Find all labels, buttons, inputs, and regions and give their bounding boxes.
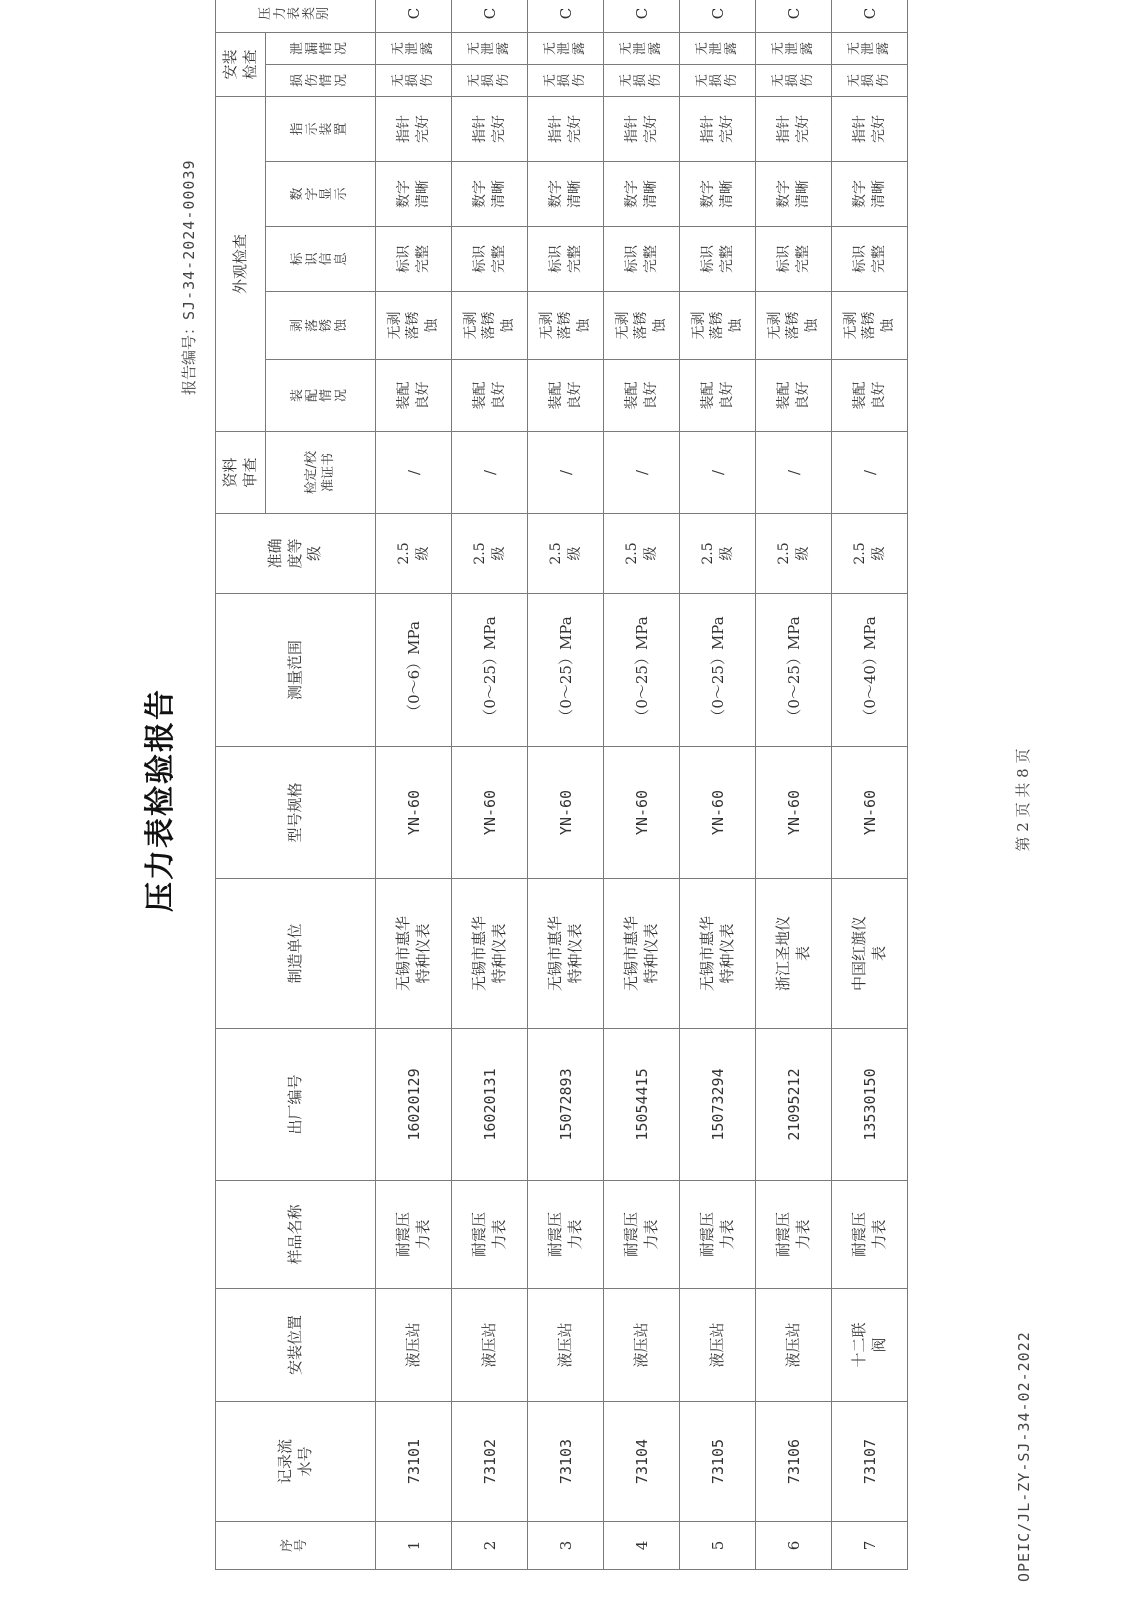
row-record-no: 73106 <box>756 1402 832 1522</box>
row-indicator: 指针完好 <box>604 97 680 162</box>
document-code: OPEIC/JL-ZY-SJ-34-02-2022 <box>1015 1331 1033 1582</box>
header-doc-review: 资料审查 <box>216 432 266 514</box>
row-mark: 标识完整 <box>832 227 908 292</box>
row-model: YN-60 <box>832 747 908 879</box>
report-title: 压力表检验报告 <box>143 688 178 912</box>
row-seq: 7 <box>832 1522 908 1570</box>
header-mark-info: 标识信息 <box>266 227 376 292</box>
row-location: 液压站 <box>452 1289 528 1402</box>
header-gauge-class: 压力表类别 <box>216 0 376 33</box>
header-manufacturer: 制造单位 <box>216 879 376 1029</box>
row-corrosion: 无剥落锈蚀 <box>528 292 604 360</box>
header-install-check: 安装检查 <box>216 33 266 97</box>
row-manufacturer: 无锡市惠华特种仪表 <box>528 879 604 1029</box>
table-row <box>756 0 832 1570</box>
row-model: YN-60 <box>376 747 452 879</box>
header-accuracy: 准确度等级 <box>216 514 376 594</box>
row-sample-name: 耐震压力表 <box>680 1181 756 1289</box>
row-digit: 数字清晰 <box>756 162 832 227</box>
row-record-no: 73104 <box>604 1402 680 1522</box>
row-seq: 5 <box>680 1522 756 1570</box>
row-digit: 数字清晰 <box>452 162 528 227</box>
row-mark: 标识完整 <box>604 227 680 292</box>
report-number-label: 报告编号： <box>180 319 198 395</box>
table-row <box>376 0 452 1570</box>
row-damage: 无损伤 <box>528 65 604 97</box>
row-gauge-class: C <box>528 0 604 33</box>
row-digit: 数字清晰 <box>680 162 756 227</box>
row-serial-no: 15073294 <box>680 1029 756 1181</box>
row-sample-name: 耐震压力表 <box>756 1181 832 1289</box>
header-corrosion: 剥落锈蚀 <box>266 292 376 360</box>
row-cert: / <box>680 432 756 514</box>
row-gauge-class: C <box>832 0 908 33</box>
header-doc-cert: 检定/校准证书 <box>266 432 376 514</box>
row-damage: 无损伤 <box>756 65 832 97</box>
row-model: YN-60 <box>528 747 604 879</box>
row-damage: 无损伤 <box>832 65 908 97</box>
row-sample-name: 耐震压力表 <box>604 1181 680 1289</box>
row-cert: / <box>528 432 604 514</box>
row-damage: 无损伤 <box>376 65 452 97</box>
row-seq: 2 <box>452 1522 528 1570</box>
row-record-no: 73101 <box>376 1402 452 1522</box>
row-indicator: 指针完好 <box>756 97 832 162</box>
row-manufacturer: 浙江圣地仪表 <box>756 879 832 1029</box>
row-cert: / <box>832 432 908 514</box>
row-indicator: 指针完好 <box>376 97 452 162</box>
row-model: YN-60 <box>756 747 832 879</box>
row-leak: 无泄露 <box>756 33 832 65</box>
row-gauge-class: C <box>680 0 756 33</box>
row-indicator: 指针完好 <box>832 97 908 162</box>
row-location: 液压站 <box>376 1289 452 1402</box>
row-location: 十二联阀 <box>832 1289 908 1402</box>
row-mark: 标识完整 <box>528 227 604 292</box>
row-manufacturer: 中国红旗仪表 <box>832 879 908 1029</box>
report-number <box>178 159 199 395</box>
row-location: 液压站 <box>604 1289 680 1402</box>
row-sample-name: 耐震压力表 <box>832 1181 908 1289</box>
row-model: YN-60 <box>604 747 680 879</box>
row-corrosion: 无剥落锈蚀 <box>376 292 452 360</box>
header-location: 安装位置 <box>216 1289 376 1402</box>
row-record-no: 73107 <box>832 1402 908 1522</box>
row-assembly: 装配良好 <box>376 360 452 432</box>
header-model: 型号规格 <box>216 747 376 879</box>
row-seq: 6 <box>756 1522 832 1570</box>
header-indicator: 指示装置 <box>266 97 376 162</box>
row-assembly: 装配良好 <box>832 360 908 432</box>
header-sample-name: 样品名称 <box>216 1181 376 1289</box>
row-range: （0～6）MPa <box>376 594 452 747</box>
header-leak: 泄漏情况 <box>266 33 376 65</box>
report-number-value: SJ-34-2024-00039 <box>180 159 198 320</box>
header-damage: 损伤情况 <box>266 65 376 97</box>
table-row <box>452 0 528 1570</box>
row-model: YN-60 <box>452 747 528 879</box>
row-range: （0～25）MPa <box>680 594 756 747</box>
row-range: （0～25）MPa <box>756 594 832 747</box>
table-row <box>604 0 680 1570</box>
row-corrosion: 无剥落锈蚀 <box>452 292 528 360</box>
row-corrosion: 无剥落锈蚀 <box>756 292 832 360</box>
row-digit: 数字清晰 <box>832 162 908 227</box>
row-model: YN-60 <box>680 747 756 879</box>
table-row <box>528 0 604 1570</box>
row-leak: 无泄露 <box>604 33 680 65</box>
header-record-no: 记录流水号 <box>216 1402 376 1522</box>
table-row <box>680 0 756 1570</box>
row-corrosion: 无剥落锈蚀 <box>680 292 756 360</box>
row-seq: 4 <box>604 1522 680 1570</box>
row-range: （0～25）MPa <box>604 594 680 747</box>
row-manufacturer: 无锡市惠华特种仪表 <box>604 879 680 1029</box>
row-manufacturer: 无锡市惠华特种仪表 <box>376 879 452 1029</box>
row-assembly: 装配良好 <box>452 360 528 432</box>
row-damage: 无损伤 <box>680 65 756 97</box>
row-leak: 无泄露 <box>452 33 528 65</box>
row-gauge-class: C <box>452 0 528 33</box>
row-mark: 标识完整 <box>756 227 832 292</box>
row-mark: 标识完整 <box>452 227 528 292</box>
row-damage: 无损伤 <box>452 65 528 97</box>
row-leak: 无泄露 <box>832 33 908 65</box>
row-gauge-class: C <box>376 0 452 33</box>
row-record-no: 73102 <box>452 1402 528 1522</box>
row-gauge-class: C <box>604 0 680 33</box>
row-accuracy: 2.5级 <box>376 514 452 594</box>
row-assembly: 装配良好 <box>680 360 756 432</box>
row-range: （0～40）MPa <box>832 594 908 747</box>
row-seq: 1 <box>376 1522 452 1570</box>
row-cert: / <box>756 432 832 514</box>
row-accuracy: 2.5级 <box>832 514 908 594</box>
row-serial-no: 16020129 <box>376 1029 452 1181</box>
row-sample-name: 耐震压力表 <box>528 1181 604 1289</box>
row-gauge-class: C <box>756 0 832 33</box>
row-manufacturer: 无锡市惠华特种仪表 <box>680 879 756 1029</box>
row-indicator: 指针完好 <box>452 97 528 162</box>
row-assembly: 装配良好 <box>528 360 604 432</box>
row-serial-no: 16020131 <box>452 1029 528 1181</box>
row-cert: / <box>452 432 528 514</box>
row-accuracy: 2.5级 <box>756 514 832 594</box>
row-corrosion: 无剥落锈蚀 <box>604 292 680 360</box>
row-sample-name: 耐震压力表 <box>376 1181 452 1289</box>
row-range: （0～25）MPa <box>452 594 528 747</box>
row-location: 液压站 <box>756 1289 832 1402</box>
row-corrosion: 无剥落锈蚀 <box>832 292 908 360</box>
row-leak: 无泄露 <box>528 33 604 65</box>
header-appearance: 外观检查 <box>216 97 266 432</box>
row-cert: / <box>604 432 680 514</box>
row-accuracy: 2.5级 <box>680 514 756 594</box>
header-serial-no: 出厂编号 <box>216 1029 376 1181</box>
row-location: 液压站 <box>680 1289 756 1402</box>
row-digit: 数字清晰 <box>528 162 604 227</box>
row-leak: 无泄露 <box>376 33 452 65</box>
row-indicator: 指针完好 <box>680 97 756 162</box>
row-digit: 数字清晰 <box>604 162 680 227</box>
row-accuracy: 2.5级 <box>528 514 604 594</box>
row-seq: 3 <box>528 1522 604 1570</box>
row-digit: 数字清晰 <box>376 162 452 227</box>
row-cert: / <box>376 432 452 514</box>
table-row <box>832 0 908 1570</box>
row-damage: 无损伤 <box>604 65 680 97</box>
row-serial-no: 15054415 <box>604 1029 680 1181</box>
row-accuracy: 2.5级 <box>452 514 528 594</box>
row-mark: 标识完整 <box>680 227 756 292</box>
inspection-table <box>215 0 908 1570</box>
row-serial-no: 15072893 <box>528 1029 604 1181</box>
header-digit-display: 数字显示 <box>266 162 376 227</box>
header-assembly: 装配情况 <box>266 360 376 432</box>
row-manufacturer: 无锡市惠华特种仪表 <box>452 879 528 1029</box>
row-record-no: 73105 <box>680 1402 756 1522</box>
row-leak: 无泄露 <box>680 33 756 65</box>
row-record-no: 73103 <box>528 1402 604 1522</box>
header-range: 测量范围 <box>216 594 376 747</box>
row-assembly: 装配良好 <box>604 360 680 432</box>
row-mark: 标识完整 <box>376 227 452 292</box>
row-sample-name: 耐震压力表 <box>452 1181 528 1289</box>
row-location: 液压站 <box>528 1289 604 1402</box>
row-serial-no: 21095212 <box>756 1029 832 1181</box>
row-accuracy: 2.5级 <box>604 514 680 594</box>
page-info: 第 2 页 共 8 页 <box>1014 748 1032 852</box>
row-range: （0～25）MPa <box>528 594 604 747</box>
row-assembly: 装配良好 <box>756 360 832 432</box>
row-serial-no: 13530150 <box>832 1029 908 1181</box>
header-seq: 序号 <box>216 1522 376 1570</box>
row-indicator: 指针完好 <box>528 97 604 162</box>
